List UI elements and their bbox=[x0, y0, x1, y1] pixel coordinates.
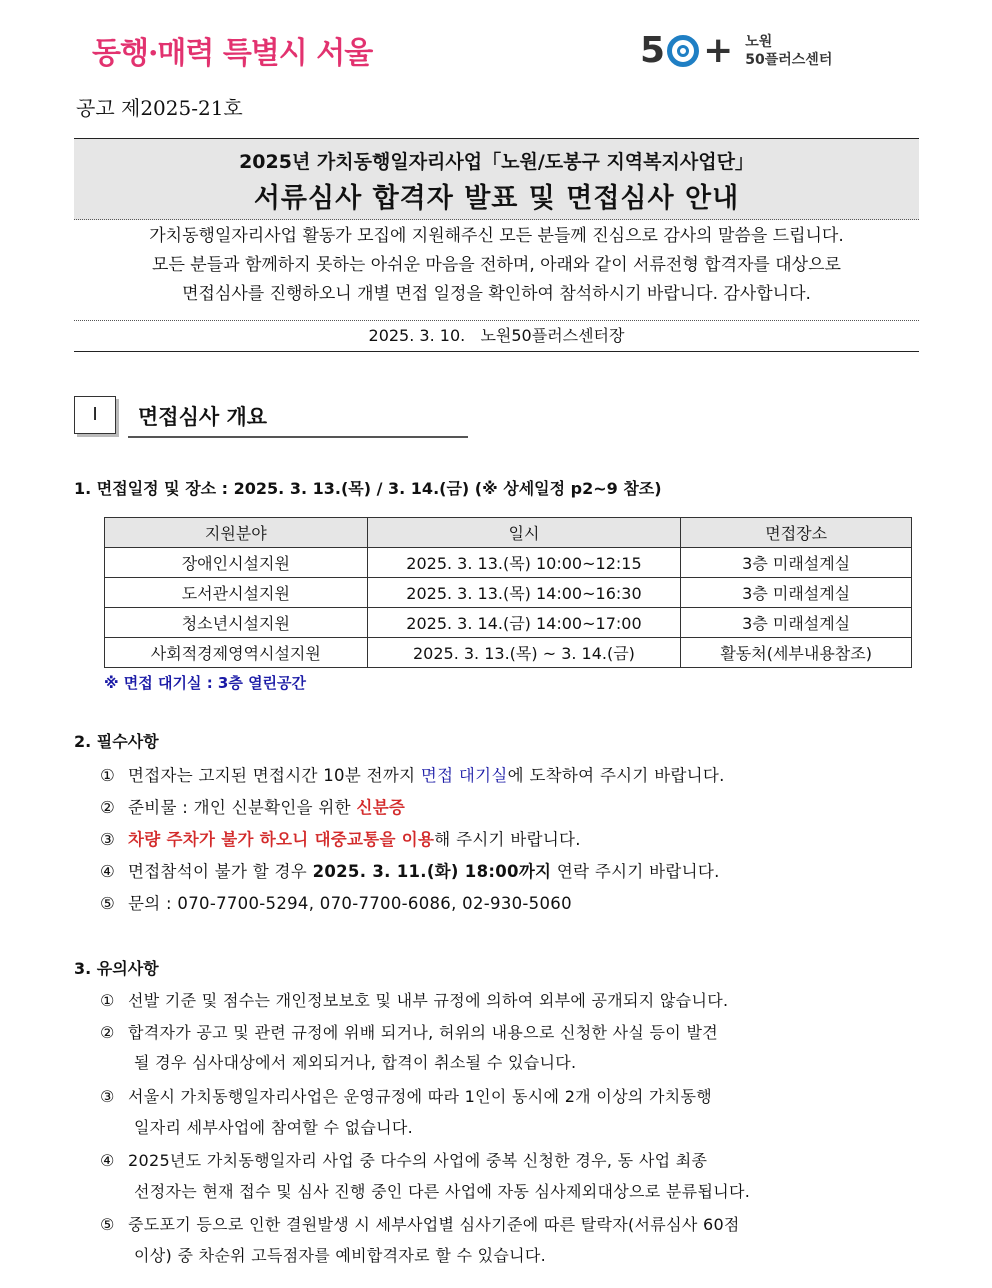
logo-line1: 노원 bbox=[745, 33, 773, 50]
list-item-continuation: 될 경우 심사대상에서 제외되거나, 합격이 취소될 수 있습니다. bbox=[134, 1053, 577, 1072]
table-cell: 도서관시설지원 bbox=[105, 578, 368, 608]
list-item: ① 면접자는 고지된 면접시간 10분 전까지 면접 대기실에 도착하여 주시기 바랍니다. bbox=[100, 766, 725, 785]
item2-heading: 2. 필수사항 bbox=[74, 732, 159, 751]
table-cell: 2025. 3. 13.(목) 10:00~12:15 bbox=[367, 548, 681, 578]
list-item: ⑤ 중도포기 등으로 인한 결원발생 시 세부사업별 심사기준에 따른 탈락자(서류심사 60점 bbox=[100, 1215, 740, 1234]
table-cell: 장애인시설지원 bbox=[105, 548, 368, 578]
list-item: ③ 차량 주차가 불가 하오니 대중교통을 이용해 주시기 바랍니다. bbox=[100, 830, 581, 849]
title-box bbox=[74, 138, 919, 220]
logo-digit: 5 bbox=[640, 30, 666, 71]
schedule-table bbox=[104, 517, 912, 668]
plus-icon: + bbox=[703, 30, 734, 71]
table-cell: 2025. 3. 13.(목) 14:00~16:30 bbox=[367, 578, 681, 608]
table-row bbox=[105, 548, 912, 578]
list-item-continuation: 일자리 세부사업에 참여할 수 없습니다. bbox=[134, 1118, 414, 1137]
intro-text bbox=[74, 222, 919, 309]
intro-line: 가치동행일자리사업 활동가 모집에 지원해주신 모든 분들께 진심으로 감사의 말씀을 드립니다. bbox=[149, 226, 844, 246]
logo-line2: 50플러스센터 bbox=[745, 51, 833, 68]
table-cell: 3층 미래설계실 bbox=[681, 608, 912, 638]
table-header: 일시 bbox=[367, 518, 681, 548]
list-item: ④ 면접참석이 불가 할 경우 2025. 3. 11.(화) 18:00까지 연락 주시기 바랍니다. bbox=[100, 862, 720, 881]
table-header: 지원분야 bbox=[105, 518, 368, 548]
list-item-continuation: 선정자는 현재 접수 및 심사 진행 중인 다른 사업에 자동 심사제외대상으로 분류됩니다. bbox=[134, 1182, 751, 1201]
table-row bbox=[105, 608, 912, 638]
list-item: ③ 서울시 가치동행일자리사업은 운영규정에 따라 1인이 동시에 2개 이상의 가치동행 bbox=[100, 1087, 712, 1106]
intro-line: 면접심사를 진행하오니 개별 면접 일정을 확인하여 참석하시기 바랍니다. 감사합니다. bbox=[182, 284, 811, 304]
title-line1: 2025년 가치동행일자리사업「노원/도봉구 지역복지사업단」 bbox=[239, 151, 754, 173]
list-item: ① 선발 기준 및 점수는 개인정보보호 및 내부 규정에 의하여 외부에 공개되지 않습니다. bbox=[100, 991, 729, 1010]
table-header: 면접장소 bbox=[681, 518, 912, 548]
table-cell: 활동처(세부내용참조) bbox=[681, 638, 912, 668]
section-title: 면접심사 개요 bbox=[128, 400, 468, 438]
ring-icon bbox=[667, 35, 699, 67]
table-cell: 2025. 3. 13.(목) ~ 3. 14.(금) bbox=[367, 638, 681, 668]
nowon-50plus-logo bbox=[640, 30, 832, 71]
table-cell: 청소년시설지원 bbox=[105, 608, 368, 638]
table-row bbox=[105, 638, 912, 668]
section-number: Ⅰ bbox=[74, 396, 116, 434]
table-cell: 사회적경제영역시설지원 bbox=[105, 638, 368, 668]
item3-heading: 3. 유의사항 bbox=[74, 959, 159, 978]
list-item: ⑤ 문의 : 070-7700-5294, 070-7700-6086, 02-930-5060 bbox=[100, 894, 572, 913]
table-header-row bbox=[105, 518, 912, 548]
seoul-logo: 동행·매력 특별시 서울 bbox=[92, 36, 373, 71]
title-line2: 서류심사 합격자 발표 및 면접심사 안내 bbox=[253, 183, 740, 214]
table-cell: 2025. 3. 14.(금) 14:00~17:00 bbox=[367, 608, 681, 638]
table-cell: 3층 미래설계실 bbox=[681, 578, 912, 608]
list-item: ② 합격자가 공고 및 관련 규정에 위배 되거나, 허위의 내용으로 신청한 사실 등이 발견 bbox=[100, 1023, 718, 1042]
date-signature: 2025. 3. 10. 노원50플러스센터장 bbox=[74, 320, 919, 352]
table-cell: 3층 미래설계실 bbox=[681, 548, 912, 578]
intro-line: 모든 분들과 함께하지 못하는 아쉬운 마음을 전하며, 아래와 같이 서류전형 합격자를 대상으로 bbox=[152, 255, 841, 275]
list-item: ② 준비물 : 개인 신분확인을 위한 신분증 bbox=[100, 798, 406, 817]
list-item: ④ 2025년도 가치동행일자리 사업 중 다수의 사업에 중복 신청한 경우, 동 사업 최종 bbox=[100, 1151, 708, 1170]
list-item-continuation: 이상) 중 차순위 고득점자를 예비합격자로 할 수 있습니다. bbox=[134, 1246, 547, 1265]
table-row bbox=[105, 578, 912, 608]
notice-number: 공고 제2025-21호 bbox=[76, 96, 243, 120]
item1-heading: 1. 면접일정 및 장소 : 2025. 3. 13.(목) / 3. 14.(금) (※ 상세일정 p2~9 참조) bbox=[74, 479, 662, 498]
waiting-room-note: ※ 면접 대기실 : 3층 열린공간 bbox=[104, 674, 307, 692]
